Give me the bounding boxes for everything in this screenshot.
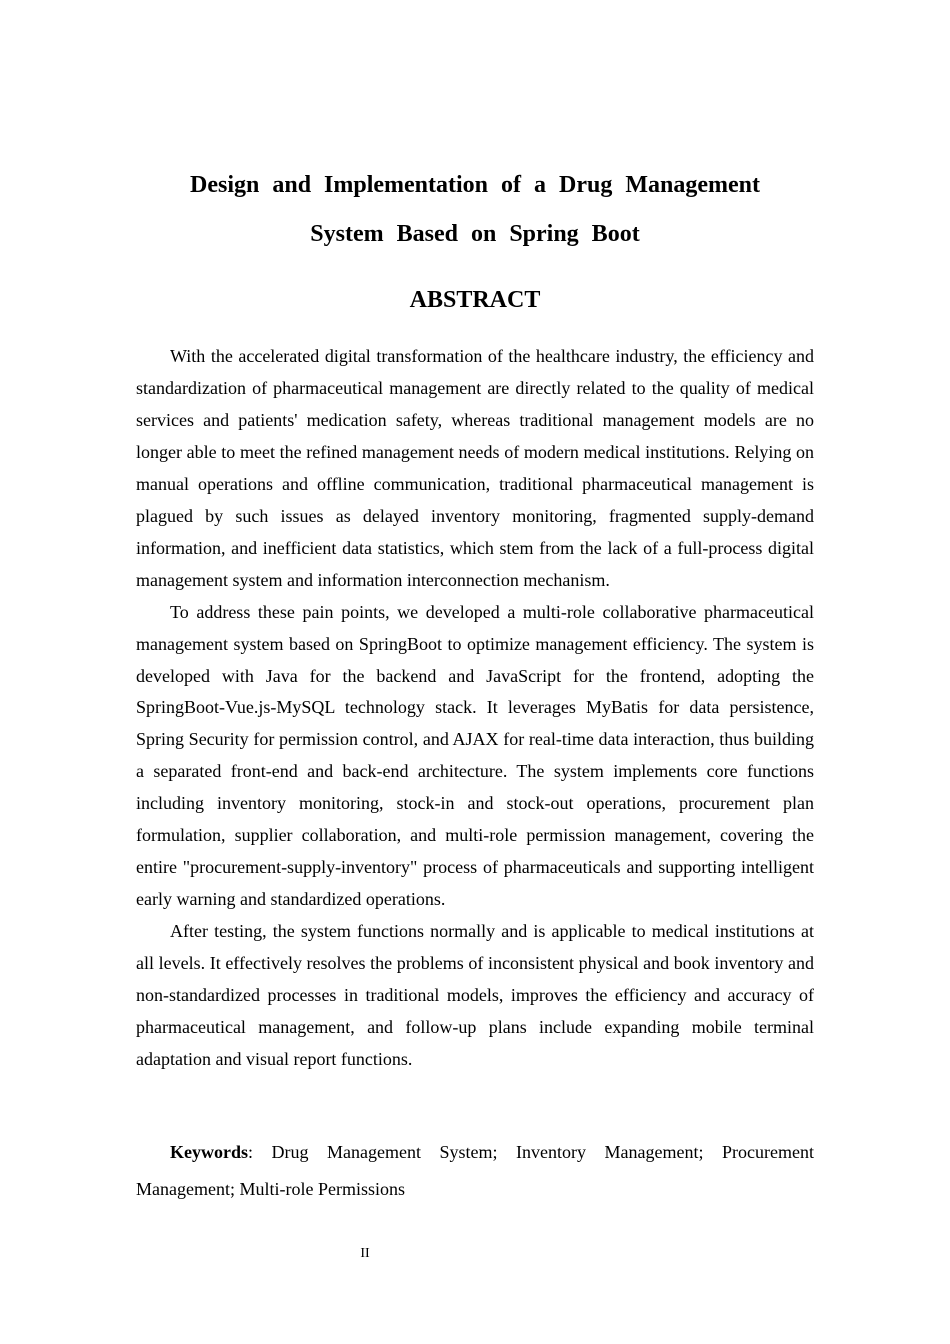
keywords <box>136 1134 814 1208</box>
abstract-heading: ABSTRACT <box>409 287 541 313</box>
abstract-paragraph-2: To address these pain points, we developed a multi-role collaborative pharmaceutical management system based on SpringBoot to optimize management efficiency. The system is developed with Java for the backend and JavaScript for the frontend, adopting the SpringBoot-Vue.js-MySQL technology stack. It leverages MyBatis for data persistence, Spring Security for permission control, and AJAX for real-time data interaction, thus building a separated front-end and back-end architecture. The system implements core functions including inventory monitoring, stock-in and stock-out operations, procurement plan formulation, supplier collaboration, and multi-role permission management, covering the entire "procurement-supply-inventory" process of pharmaceuticals and supporting intelligent early warning and standardized operations. <box>136 601 814 910</box>
abstract-body <box>136 341 814 1076</box>
paper-title-line-2: System Based on Spring Boot <box>310 221 640 247</box>
page-number: II <box>360 1246 370 1261</box>
paper-title-line-1: Design and Implementation of a Drug Management <box>190 172 760 198</box>
abstract-paragraph-1: With the accelerated digital transformation of the healthcare industry, the efficiency and standardization of pharmaceutical management are directly related to the quality of medical services and patients' medication safety, whereas traditional management models are no longer able to meet the refined management needs of modern medical institutions. Relying on manual operations and offline communication, traditional pharmaceutical management is plagued by such issues as delayed inventory monitoring, fragmented supply-demand information, and inefficient data statistics, which stem from the lack of a full-process digital management system and information interconnection mechanism. <box>136 346 814 590</box>
abstract-paragraph-3: After testing, the system functions normally and is applicable to medical institutions at all levels. It effectively resolves the problems of inconsistent physical and book inventory and non-standardized processes in traditional models, improves the efficiency and accuracy of pharmaceutical management, and follow-up plans include expanding mobile terminal adaptation and visual report functions. <box>136 921 814 1069</box>
keywords-label: Keywords <box>170 1142 248 1162</box>
paper-title <box>136 161 814 259</box>
keywords-text: : Drug Management System; Inventory Management; Procurement Management; Multi-role Permissions <box>136 1142 814 1199</box>
